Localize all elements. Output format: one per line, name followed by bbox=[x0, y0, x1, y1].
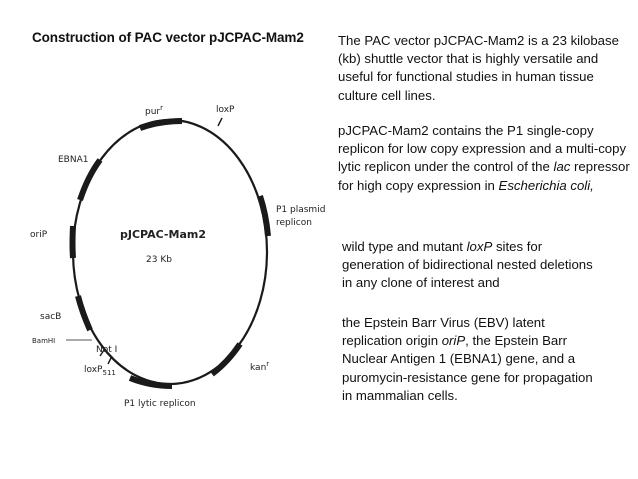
p1-plasmid-segment bbox=[260, 196, 268, 236]
p1-lytic-label: P1 lytic replicon bbox=[124, 399, 196, 409]
description-paragraph-2: pJCPAC-Mam2 contains the P1 single-copy replicon for low copy expression and a multi-copy lytic replicon under the control of the lac repressor for high copy expression in Escherichia coli, bbox=[338, 123, 630, 193]
loxp511-label: loxP$_{511}$ bbox=[84, 365, 116, 377]
p1-plasmid-label: P1 plasmid bbox=[276, 205, 326, 215]
pur-label: pur$^r$ bbox=[145, 104, 164, 117]
ebna1-label: EBNA1 bbox=[58, 155, 89, 165]
description-paragraph-1: The PAC vector pJCPAC-Mam2 is a 23 kilobase (kb) shuttle vector that is highly versatile and useful for functional studies in human tissue culture cell lines. bbox=[338, 33, 619, 103]
description-paragraph-3: wild type and mutant loxP sites for generation of bidirectional nested deletions in any clone of interest and bbox=[342, 239, 593, 291]
kan-label: kan$^r$ bbox=[250, 360, 270, 373]
loxp-label: loxP bbox=[216, 105, 235, 115]
sacb-segment bbox=[78, 296, 90, 330]
plasmid-name: pJCPAC-Mam2 bbox=[120, 228, 206, 241]
noti-label: Not I bbox=[96, 345, 118, 355]
p1-lytic-segment bbox=[130, 378, 172, 386]
kan-gene-segment bbox=[212, 344, 240, 374]
ebna1-gene-segment bbox=[80, 160, 100, 200]
orip-segment bbox=[73, 226, 74, 258]
loxp-tick bbox=[218, 118, 222, 126]
p1-replicon-label: replicon bbox=[276, 218, 312, 228]
sacb-label: sacB bbox=[40, 312, 62, 322]
page-title: Construction of PAC vector pJCPAC-Mam2 bbox=[32, 30, 304, 45]
bamhi-label: BamHI bbox=[32, 337, 56, 345]
orip-label: oriP bbox=[30, 230, 48, 240]
pur-gene-segment bbox=[140, 121, 182, 128]
plasmid-size: 23 Kb bbox=[146, 255, 172, 265]
description-paragraph-4: the Epstein Barr Virus (EBV) latent replication origin oriP, the Epstein Barr Nuclear Antigen 1 (EBNA1) gene, and a puromycin-resistance gene for propagation in mammalian cells. bbox=[342, 315, 593, 403]
